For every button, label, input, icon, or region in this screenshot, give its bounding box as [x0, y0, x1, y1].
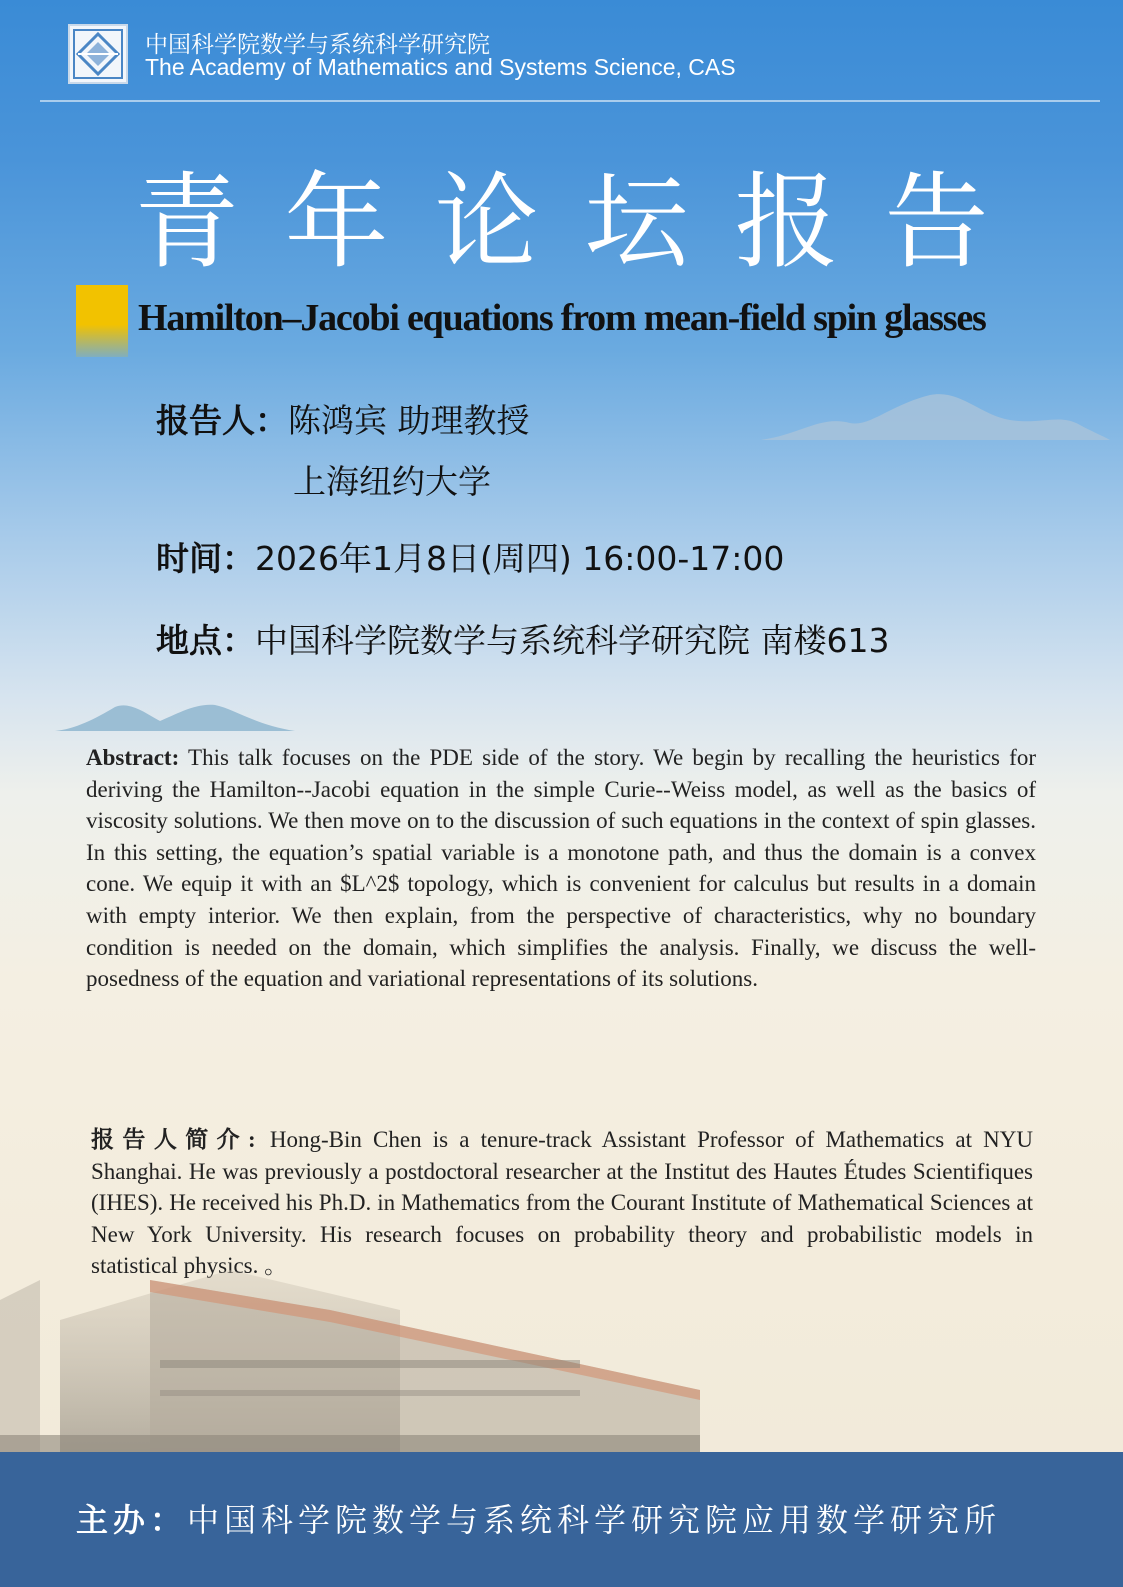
mountain-decoration-left — [55, 695, 295, 735]
abstract-label: Abstract: — [86, 745, 180, 770]
abstract-text: This talk focuses on the PDE side of the story. We begin by recalling the heuristics for deriving the Hamilton--Jacobi equation in the simple Curie--Weiss model, as well as the basics of viscosity solutions. We then move on to the discussion of such equations in the context of spin glasses. In this setting, the equation’s spatial variable is a monotone path, and thus the domain is a convex cone. We equip it with an $L^2$ topology, which is convenient for calculus but results in a domain with empty interior. We then explain, from the perspective of characteristics, why no boundary condition is needed on the domain, which simplifies the analysis. Finally, we discuss the well-posedness of the equation and variational representations of its solutions. — [86, 745, 1037, 992]
bio-text: Hong-Bin Chen is a tenure-track Assistant Professor of Mathematics at NYU Shanghai. He was previously a postdoctoral researcher at the Institut des Hautes Études Scientifiques (IHES). He received his Ph.D. in Mathematics from the Courant Institute of Mathematical Sciences at New York University. His research focuses on probability theory and probabilistic models in statistical physics. 。 — [91, 1127, 1034, 1279]
abstract-block — [86, 742, 1036, 995]
mountain-decoration-right — [760, 385, 1110, 445]
location-value: 中国科学院数学与系统科学研究院 南楼613 — [255, 621, 890, 660]
institute-name-cn: 中国科学院数学与系统科学研究院 — [145, 32, 490, 58]
building-illustration — [0, 1240, 700, 1452]
time-row — [156, 533, 784, 580]
location-label: 地点： — [156, 621, 255, 660]
talk-title: Hamilton–Jacobi equations from mean-field spin glasses — [138, 297, 986, 339]
academy-logo — [68, 24, 128, 84]
title-accent-bar — [76, 285, 128, 357]
speaker-affiliation: 上海纽约大学 — [293, 462, 491, 501]
bio-label: 报告人简介: — [91, 1127, 259, 1152]
speaker-label: 报告人： — [156, 401, 288, 440]
header-divider — [40, 100, 1100, 102]
speaker-name: 陈鸿宾 助理教授 — [288, 401, 530, 440]
time-value: 2026年1月8日(周四) 16:00-17:00 — [255, 539, 785, 578]
speaker-row — [156, 395, 530, 442]
location-row — [156, 615, 889, 662]
time-label: 时间： — [156, 539, 255, 578]
organizer-row — [76, 1495, 1001, 1541]
poster-title: 青年论坛报告 — [134, 161, 1035, 283]
academy-logo-icon — [70, 26, 126, 82]
organizer-label: 主办： — [76, 1501, 188, 1539]
institute-name-en: The Academy of Mathematics and Systems Science, CAS — [145, 54, 736, 80]
organizer-name: 中国科学院数学与系统科学研究院应用数学研究所 — [187, 1501, 1002, 1539]
